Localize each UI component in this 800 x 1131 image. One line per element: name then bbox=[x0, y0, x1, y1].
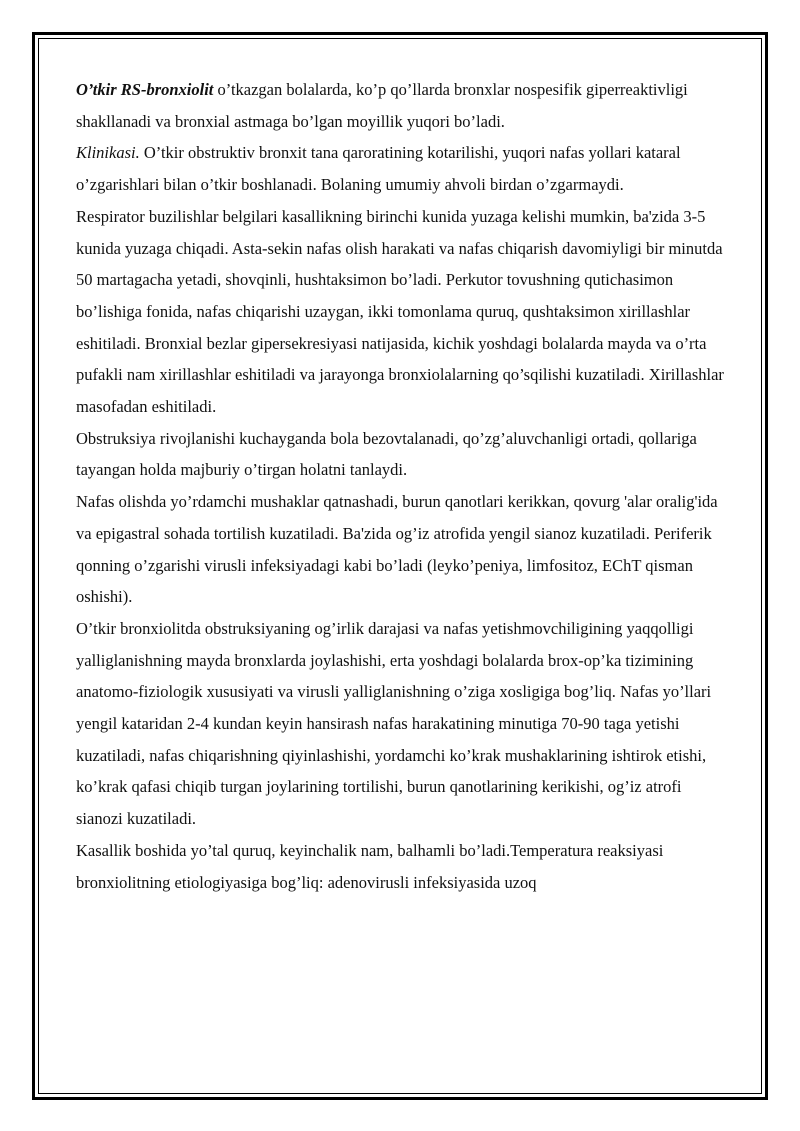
paragraph-nafas-olishda: Nafas olishda yo’rdamchi mushaklar qatnashadi, burun qanotlari kerikkan, qovurg 'alar oralig'ida va epigastral sohada tortilish kuzatiladi. Ba'zida og’iz atrofida yengil sianoz kuzatiladi. Periferik qonning o’zgarishi virusli infeksiyadagi kabi bo’ladi (leyko’peniya, limfositoz, EChT qisman oshishi). bbox=[76, 492, 718, 607]
paragraph-otkir-bronxiolitda: O’tkir bronxiolitda obstruksiyaning og’irlik darajasi va nafas yetishmovchiligining yaqqolligi yalliglanishning mayda bronxlarda joylashishi, erta yoshdagi bolalarda brox-op’ka tizimining anatomo-fiziologik xususiyati va virusli yalliglanishning o’ziga xosligiga bog’liq. Nafas yo’llari yengil kataridan 2-4 kundan keyin hansirash nafas harakatining minutiga 70-90 taga yetishi kuzatiladi, nafas chiqarishning qiyinlashishi, yordamchi ko’krak mushaklarining ishtirok etishi, ko’krak qafasi chiqib turgan joylarining tortilishi, burun qanotlarining kerikishi, og’iz atrofi sianozi kuzatiladi. bbox=[76, 618, 712, 829]
paragraph-obstruksiya: Obstruksiya rivojlanishi kuchayganda bola bezovtalanadi, qo’zg’aluvchanligi ortadi, qollariga tayangan holda majburiy o’tirgan holatni tanlaydi. bbox=[76, 428, 697, 480]
paragraph-respirator: Respirator buzilishlar belgilari kasallikning birinchi kunida yuzaga kelishi mumkin, ba'zida 3-5 kunida yuzaga chiqadi. Asta-sekin nafas olish harakati va nafas chiqarish davomiyligi bir minutda 50 martagacha yetadi, shovqinli, hushtaksimon bo’ladi. Perkutor tovushning qutichasimon bo’lishiga fonida, nafas chiqarishi uzaygan, ikki tomonlama quruq, qushtaksimon xirillashlar eshitiladi. Bronxial bezlar gipersekresiyasi natijasida, kichik yoshdagi bolalarda mayda va o’rta pufakli nam xirillashlar eshitiladi va jarayonga bronxiolalarning qo’sqilishi kuzatiladi. Xirillashlar masofadan eshitiladi. bbox=[76, 206, 724, 417]
paragraph-rs-bronxiolit bbox=[76, 74, 728, 137]
term-rs-bronxiolit: O’tkir RS-bronxiolit bbox=[76, 80, 214, 99]
term-klinikasi: Klinikasi. bbox=[76, 143, 140, 163]
paragraph-kasallik-boshida: Kasallik boshida yo’tal quruq, keyinchalik nam, balhamli bo’ladi.Temperatura reaksiyasi bronxiolitning etiologiyasiga bog’liq: adenovirusli infeksiyasida uzoq bbox=[76, 840, 664, 892]
paragraph-text: O’tkir obstruktiv bronxit tana qaroratining kotarilishi, yuqori nafas yollari kataral o’zgarishlari bilan o’tkir boshlanadi. Bolaning umumiy ahvoli birdan o’zgarmaydi. bbox=[76, 143, 681, 195]
paragraph-text: o’tkazgan bolalarda, ko’p qo’llarda bronxlar nospesifik giperreaktivligi shakllanadi va bronxial astmaga bo’lgan moyillik yuqori bo’ladi. bbox=[76, 80, 688, 131]
document-body bbox=[76, 74, 728, 898]
paragraph-klinikasi bbox=[76, 137, 728, 200]
